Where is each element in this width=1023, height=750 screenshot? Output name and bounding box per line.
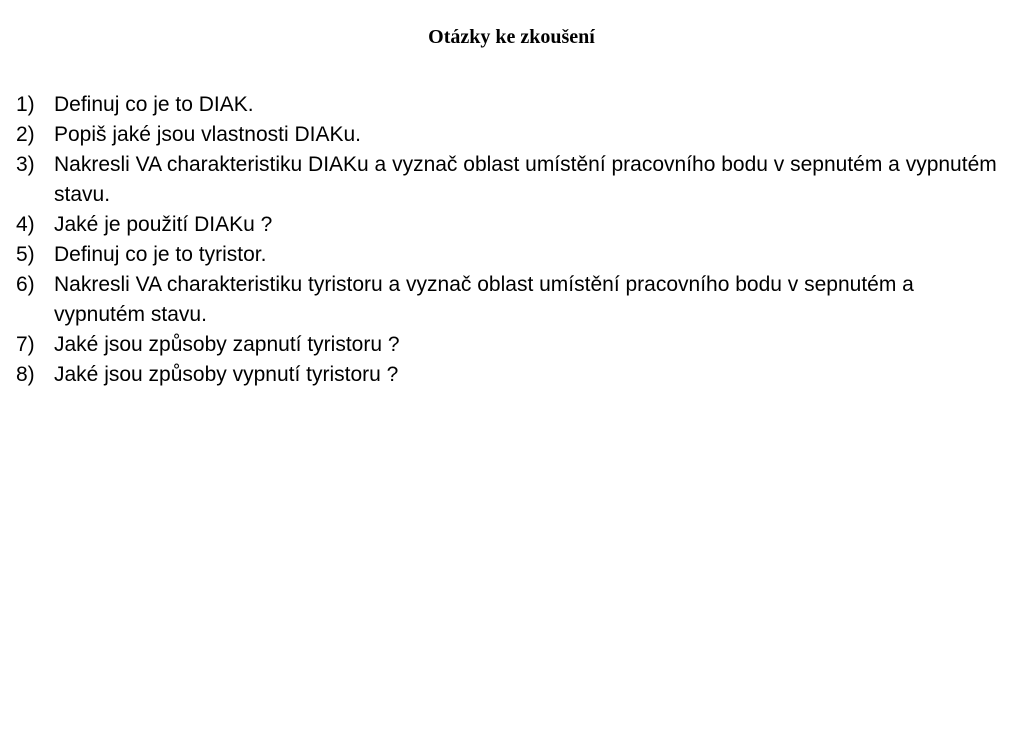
list-item-text: Jaké je použití DIAKu ? xyxy=(54,213,273,236)
list-item xyxy=(16,330,1006,360)
list-item-number: 6) xyxy=(16,273,35,296)
list-item xyxy=(16,210,1006,240)
list-item-number: 2) xyxy=(16,123,35,146)
list-item xyxy=(16,240,1006,270)
list-item xyxy=(16,90,1006,120)
question-list xyxy=(16,90,1006,390)
list-item-text: Nakresli VA charakteristiku tyristoru a vyznač oblast umístění pracovního bodu v sepnutém a vypnutém stavu. xyxy=(54,273,914,326)
list-item-text: Popiš jaké jsou vlastnosti DIAKu. xyxy=(54,123,361,146)
list-item-text: Jaké jsou způsoby zapnutí tyristoru ? xyxy=(54,333,400,356)
list-item-number: 8) xyxy=(16,363,35,386)
list-item xyxy=(16,120,1006,150)
list-item-text: Definuj co je to tyristor. xyxy=(54,243,267,266)
list-item-number: 4) xyxy=(16,213,35,236)
list-item xyxy=(16,150,1006,210)
list-item xyxy=(16,360,1006,390)
list-item xyxy=(16,270,1006,330)
list-item-text: Nakresli VA charakteristiku DIAKu a vyznač oblast umístění pracovního bodu v sepnutém a vypnutém stavu. xyxy=(54,153,997,206)
list-item-text: Jaké jsou způsoby vypnutí tyristoru ? xyxy=(54,363,399,386)
list-item-number: 5) xyxy=(16,243,35,266)
page-title: Otázky ke zkoušení xyxy=(428,26,595,48)
list-item-number: 1) xyxy=(16,93,35,116)
list-item-number: 7) xyxy=(16,333,35,356)
list-item-text: Definuj co je to DIAK. xyxy=(54,93,254,116)
list-item-number: 3) xyxy=(16,153,35,176)
